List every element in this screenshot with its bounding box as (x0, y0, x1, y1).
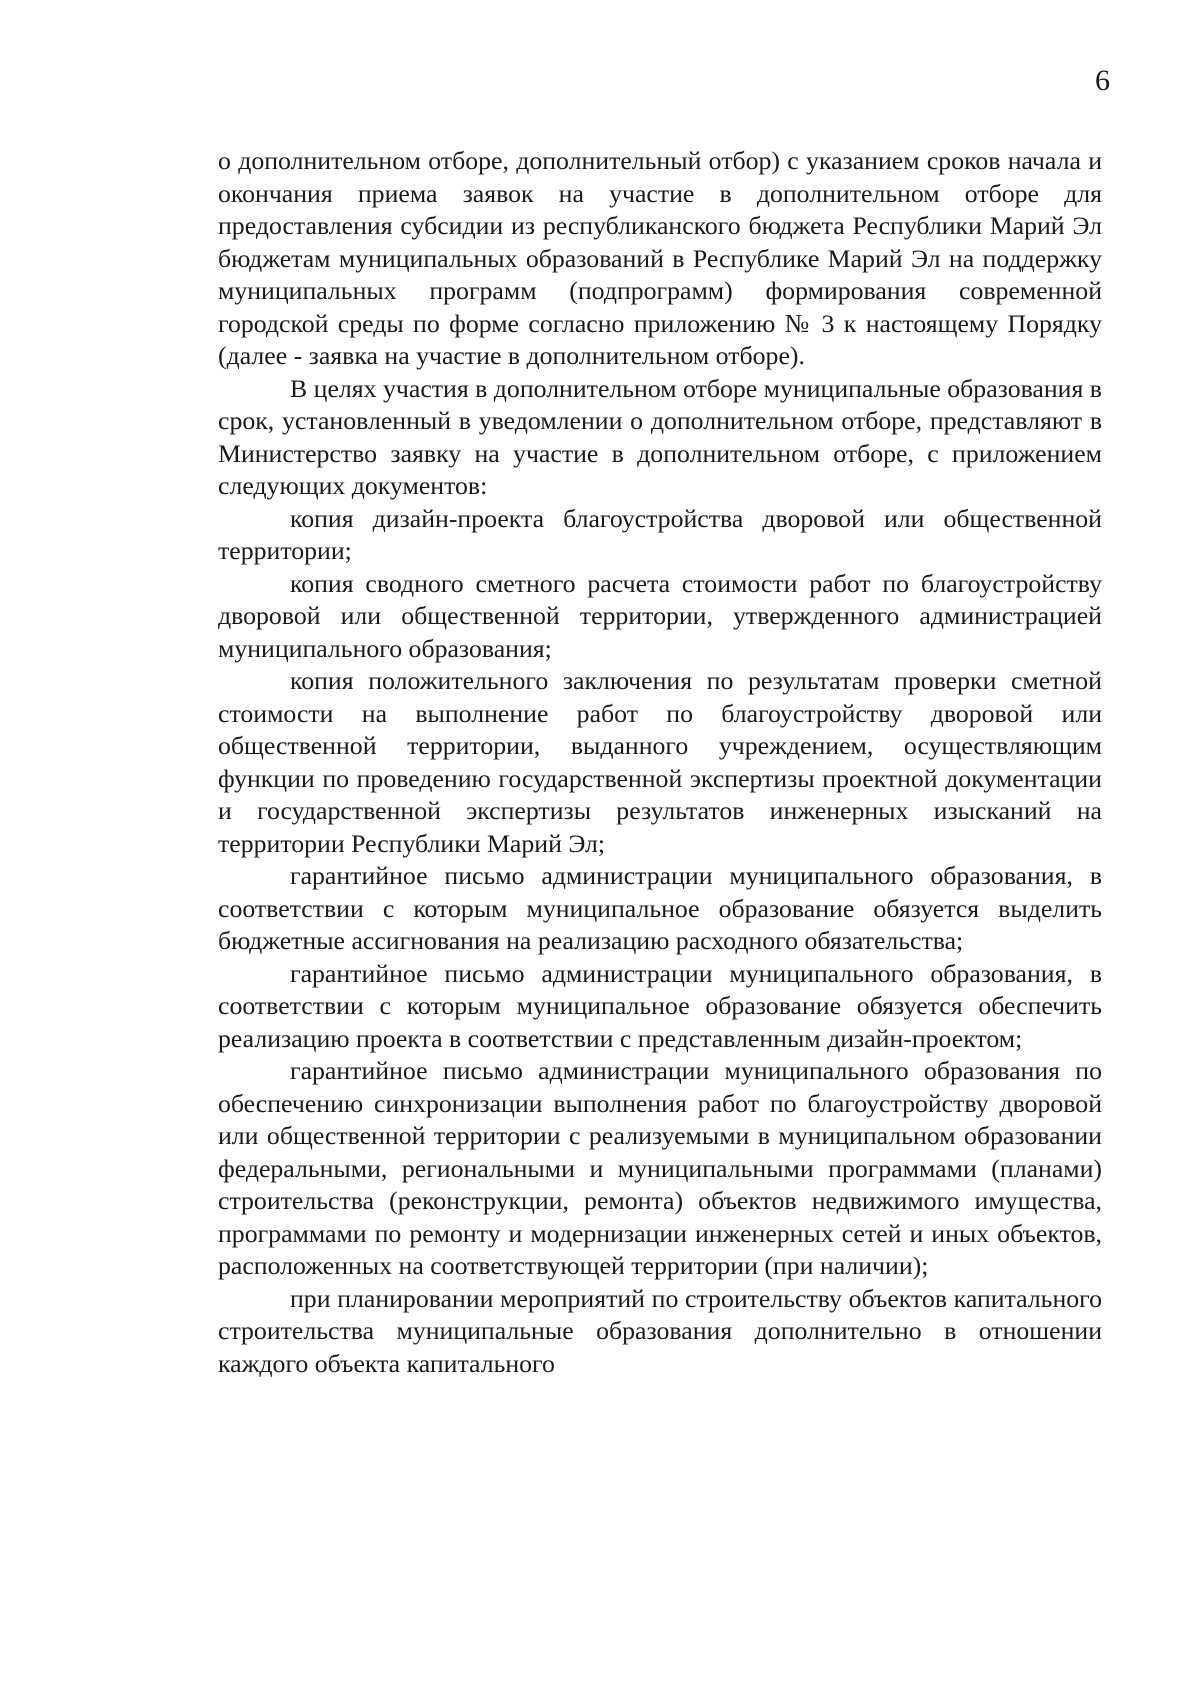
document-body (218, 145, 1102, 1380)
list-item-capital-construction: при планировании мероприятий по строительству объектов капитального строительства муниципальные образования дополнительно в отношении каждого объекта капитального (218, 1283, 1102, 1378)
paragraph-continuation: о дополнительном отборе, дополнительный отбор) с указанием сроков начала и окончания приема заявок на участие в дополнительном отборе для предоставления субсидии из республиканского бюджета Республики Марий Эл бюджетам муниципальных образований в Республике Марий Эл на поддержку муниципальных программ (подпрограмм) формирования современной городской среды по форме согласно приложению № 3 к настоящему Порядку (далее - заявка на участие в дополнительном отборе). (218, 146, 1102, 370)
list-item-expert-conclusion: копия положительного заключения по результатам проверки сметной стоимости на выполнение работ по благоустройству дворовой или общественной территории, выданного учреждением, осуществляющим функции по проведению государственной экспертизы проектной документации и государственной экспертизы результатов инженерных изысканий на территории Республики Марий Эл; (218, 666, 1102, 858)
list-item-guarantee-synchronization: гарантийное письмо администрации муниципального образования по обеспечению синхронизации выполнения работ по благоустройству дворовой или общественной территории с реализуемыми в муниципальном образовании федеральными, региональными и муниципальными программами (планами) строительства (реконструкции, ремонта) объектов недвижимого имущества, программами по ремонту и модернизации инженерных сетей и иных объектов, расположенных на соответствующей территории (при наличии); (218, 1056, 1102, 1280)
list-item-estimate: копия сводного сметного расчета стоимости работ по благоустройству дворовой или общественной территории, утвержденного администрацией муниципального образования; (218, 568, 1102, 663)
page-number: 6 (1095, 64, 1110, 97)
paragraph-participation: В целях участия в дополнительном отборе муниципальные образования в срок, установленный в уведомлении о дополнительном отборе, представляют в Министерство заявку на участие в дополнительном отборе, с приложением следующих документов: (218, 373, 1102, 500)
list-item-design-project: копия дизайн-проекта благоустройства дворовой или общественной территории; (218, 503, 1102, 565)
list-item-guarantee-implementation: гарантийное письмо администрации муниципального образования, в соответствии с которым муниципальное образование обязуется обеспечить реализацию проекта в соответствии с представленным дизайн-проектом; (218, 958, 1102, 1053)
list-item-guarantee-budget: гарантийное письмо администрации муниципального образования, в соответствии с которым муниципальное образование обязуется выделить бюджетные ассигнования на реализацию расходного обязательства; (218, 861, 1102, 955)
